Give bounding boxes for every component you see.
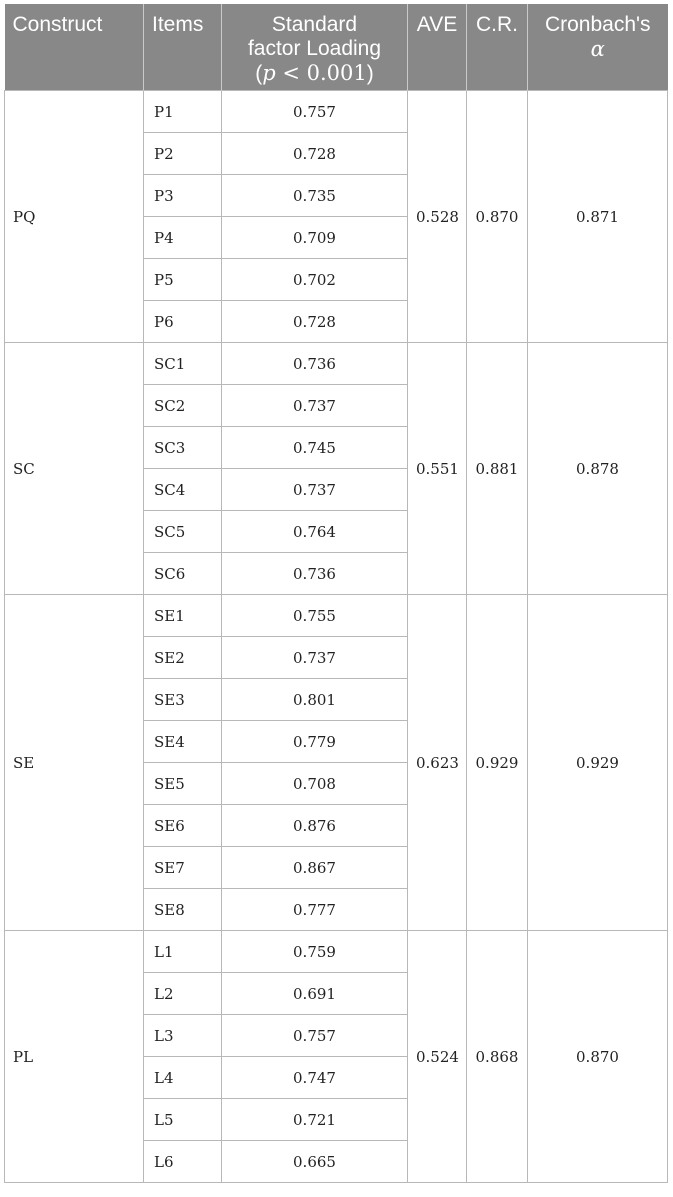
cr-cell: 0.870 [467, 91, 528, 343]
ave-cell: 0.528 [408, 91, 467, 343]
loading-cell: 0.721 [222, 1099, 408, 1141]
loading-cell: 0.745 [222, 427, 408, 469]
loading-cell: 0.728 [222, 301, 408, 343]
loading-cell: 0.736 [222, 553, 408, 595]
loading-cell: 0.691 [222, 973, 408, 1015]
ave-cell: 0.524 [408, 931, 467, 1183]
construct-cell: SE [5, 595, 144, 931]
header-construct: Construct [5, 4, 144, 91]
loading-cell: 0.759 [222, 931, 408, 973]
item-cell: SE6 [144, 805, 222, 847]
item-cell: L4 [144, 1057, 222, 1099]
item-cell: SC3 [144, 427, 222, 469]
construct-cell: SC [5, 343, 144, 595]
loading-cell: 0.728 [222, 133, 408, 175]
loading-cell: 0.747 [222, 1057, 408, 1099]
construct-cell: PL [5, 931, 144, 1183]
item-cell: L2 [144, 973, 222, 1015]
item-cell: P3 [144, 175, 222, 217]
item-cell: SC5 [144, 511, 222, 553]
header-factor-loading [222, 4, 408, 91]
item-cell: SC4 [144, 469, 222, 511]
item-cell: SC2 [144, 385, 222, 427]
loading-cell: 0.665 [222, 1141, 408, 1183]
p-threshold: < 0.001 [275, 61, 367, 85]
loading-cell: 0.764 [222, 511, 408, 553]
item-cell: L1 [144, 931, 222, 973]
header-loading-line2: factor Loading [247, 37, 382, 60]
loading-cell: 0.757 [222, 1015, 408, 1057]
header-loading-pvalue: (p < 0.001) [255, 61, 374, 85]
loading-cell: 0.736 [222, 343, 408, 385]
cr-cell: 0.868 [467, 931, 528, 1183]
header-cronbach-alpha [528, 4, 668, 91]
table-row [5, 595, 668, 637]
item-cell: SE4 [144, 721, 222, 763]
item-cell: SE2 [144, 637, 222, 679]
header-alpha-line1: Cronbach's [544, 13, 651, 36]
loading-cell: 0.735 [222, 175, 408, 217]
cr-cell: 0.881 [467, 343, 528, 595]
item-cell: SE7 [144, 847, 222, 889]
item-cell: SE5 [144, 763, 222, 805]
item-cell: P5 [144, 259, 222, 301]
item-cell: P4 [144, 217, 222, 259]
loading-cell: 0.876 [222, 805, 408, 847]
alpha-cell: 0.870 [528, 931, 668, 1183]
item-cell: L3 [144, 1015, 222, 1057]
table-row [5, 931, 668, 973]
header-cr: C.R. [467, 4, 528, 91]
item-cell: P2 [144, 133, 222, 175]
loading-cell: 0.801 [222, 679, 408, 721]
loading-cell: 0.709 [222, 217, 408, 259]
item-cell: SC1 [144, 343, 222, 385]
measurement-model-table [4, 4, 668, 1183]
loading-cell: 0.702 [222, 259, 408, 301]
loading-cell: 0.708 [222, 763, 408, 805]
table-row [5, 343, 668, 385]
ave-cell: 0.623 [408, 595, 467, 931]
loading-cell: 0.737 [222, 385, 408, 427]
cr-cell: 0.929 [467, 595, 528, 931]
item-cell: L5 [144, 1099, 222, 1141]
item-cell: P1 [144, 91, 222, 133]
item-cell: P6 [144, 301, 222, 343]
header-loading-line1: Standard [271, 13, 358, 36]
item-cell: SE1 [144, 595, 222, 637]
ave-cell: 0.551 [408, 343, 467, 595]
p-variable: p [262, 61, 276, 85]
loading-cell: 0.757 [222, 91, 408, 133]
construct-cell: PQ [5, 91, 144, 343]
table-row [5, 91, 668, 133]
loading-cell: 0.737 [222, 637, 408, 679]
table-body [5, 91, 668, 1183]
loading-cell: 0.737 [222, 469, 408, 511]
alpha-cell: 0.929 [528, 595, 668, 931]
header-items: Items [144, 4, 222, 91]
loading-cell: 0.777 [222, 889, 408, 931]
item-cell: SE8 [144, 889, 222, 931]
item-cell: SE3 [144, 679, 222, 721]
header-row [5, 4, 668, 91]
header-ave: AVE [408, 4, 467, 91]
table-header [5, 4, 668, 91]
header-alpha-symbol: α [590, 37, 605, 61]
item-cell: SC6 [144, 553, 222, 595]
loading-cell: 0.779 [222, 721, 408, 763]
loading-cell: 0.755 [222, 595, 408, 637]
alpha-cell: 0.871 [528, 91, 668, 343]
loading-cell: 0.867 [222, 847, 408, 889]
alpha-cell: 0.878 [528, 343, 668, 595]
item-cell: L6 [144, 1141, 222, 1183]
